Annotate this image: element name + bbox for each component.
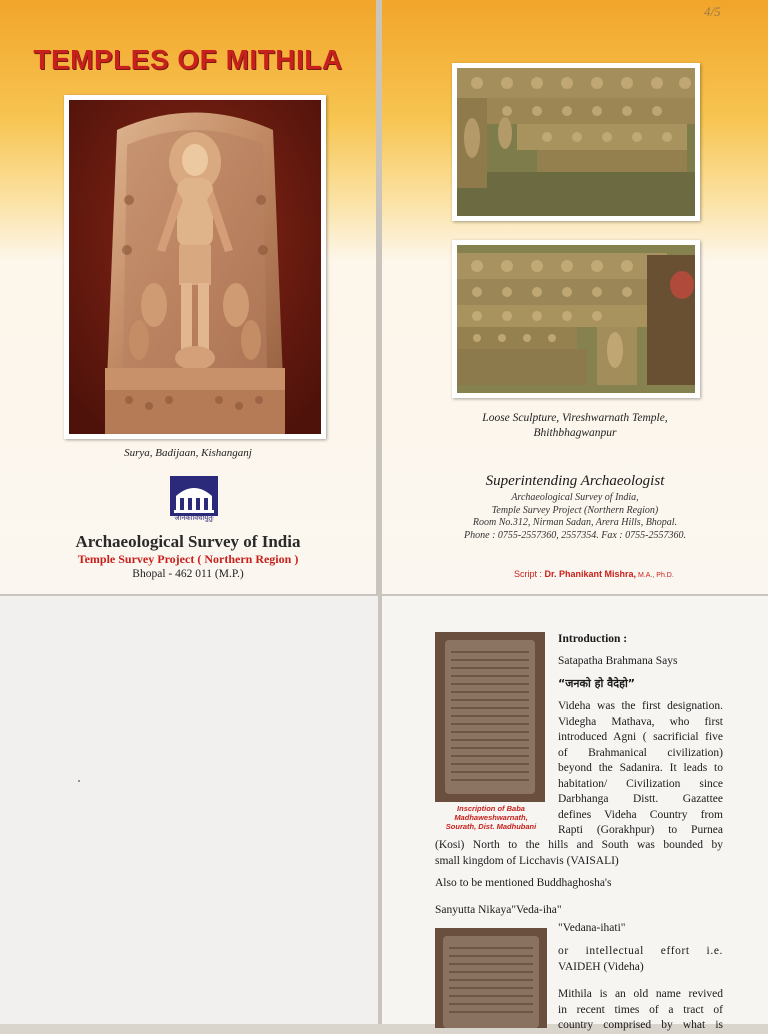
script-degree: M.A., Ph.D. [636,572,674,579]
introduction-page [382,596,768,1031]
satapatha-line: Satapatha Brahmana Says [558,655,678,667]
office-title: Superintending Archaeologist [485,473,665,489]
asi-address: Bhopal - 462 011 (M.P.) [132,568,244,580]
paragraph-line: Rapti (Gorakhpur) to Purnea [558,824,723,836]
videha-paragraph-continued [435,838,723,869]
hindi-quote: “जनको हो वैदेहो” [558,677,636,690]
intellectual-effort-paragraph [558,944,723,975]
mithila-paragraph [558,987,723,1034]
asi-logo-text: जानकीविधायुतुः [174,514,214,522]
office-line: Archaeological Survey of India, [511,492,639,503]
office-line: Temple Survey Project (Northern Region) [491,504,659,516]
carved-lintel-top-drawing [457,68,695,216]
paragraph-line: Videgha Mathava, who first [558,715,723,728]
stone-inscription-2-drawing [435,928,547,1028]
inscription-image-1 [435,632,545,802]
lintel-photo-top [457,68,695,216]
office-line: Room No.312, Nirman Sadan, Arera Hills, Bhopal. [472,517,678,528]
lintel-caption-line-1: Loose Sculpture, Vireshwarnath Temple, [482,412,668,424]
inscription-image-2 [435,928,547,1028]
inscription-caption-line: Sourath, Dist. Madhubani [445,822,537,831]
inscription-caption-line: Madhaweshwarnath, [454,813,528,822]
script-credit [514,569,674,579]
lintel-caption-line-2: Bhithbhagwanpur [533,427,617,439]
blank-left-page [0,596,378,1024]
paragraph-line: habitation/ Civilization since [558,777,723,790]
inscription-caption-line: Inscription of Baba [457,804,525,813]
paragraph-line: introduced Agni ( sacrificial five [558,731,723,743]
introduction-heading: Introduction : [558,633,628,645]
paragraph-line: in recent times of a tract of [558,1003,723,1016]
front-cover-panel [0,0,376,594]
script-author: Dr. Phanikant Mishra, [544,569,637,579]
back-cover-panel [382,0,768,594]
surya-sculpture-image [69,100,321,434]
lintel-photo-bottom [457,245,695,393]
lintel-photo-bottom-frame [452,240,700,398]
office-line: Phone : 0755-2557360, 2557354. Fax : 0755-2557360. [464,529,686,541]
paragraph-line: country comprised by what is [558,1019,723,1031]
paragraph-line: Videha was the first designation. [558,700,723,712]
videha-paragraph [558,699,723,839]
lintel-photo-caption [382,411,768,441]
asi-org-name: Archaeological Survey of India [75,532,301,551]
surya-photo-frame [64,95,326,439]
paragraph-line: VAIDEH (Videha) [558,960,644,973]
asi-project-name: Temple Survey Project ( Northern Region ) [77,552,299,566]
paragraph-line: Darbhanga Distt. Gazattee [558,793,723,805]
paragraph-line: defines Videha Country from [558,808,723,821]
surya-photo-caption: Surya, Badijaan, Kishanganj [124,447,252,459]
paragraph-line: small kingdom of Licchavis (VAISALI) [435,854,619,867]
inscription-caption [432,804,550,831]
paragraph-line: or intellectual effort i.e. [558,945,723,957]
lintel-photo-top-frame [452,63,700,221]
corner-handwritten-note: 4/5 [704,4,721,19]
vedana-line: "Vedana-ihati" [558,922,626,934]
page-speck [78,780,80,782]
office-address-block [382,492,768,542]
paragraph-line: beyond the Sadanira. It leads to [558,762,723,774]
buddhaghosha-line: Also to be mentioned Buddhaghosha's [435,877,612,889]
paragraph-line: (Kosi) North to the hills and South was bounded by [435,839,723,851]
asi-logo [170,476,218,524]
paragraph-line: of Brahmanical civilization) [558,746,723,759]
carved-lintel-bottom-drawing [457,245,695,393]
paragraph-line: Mithila is an old name revived [558,988,723,1000]
cover-title: TEMPLES OF MITHILA [33,44,343,75]
sanyutta-line: Sanyutta Nikaya"Veda-iha" [435,904,562,916]
surya-sculpture-drawing [69,100,321,434]
script-label: Script : [514,569,545,579]
stone-inscription-drawing [435,632,545,802]
